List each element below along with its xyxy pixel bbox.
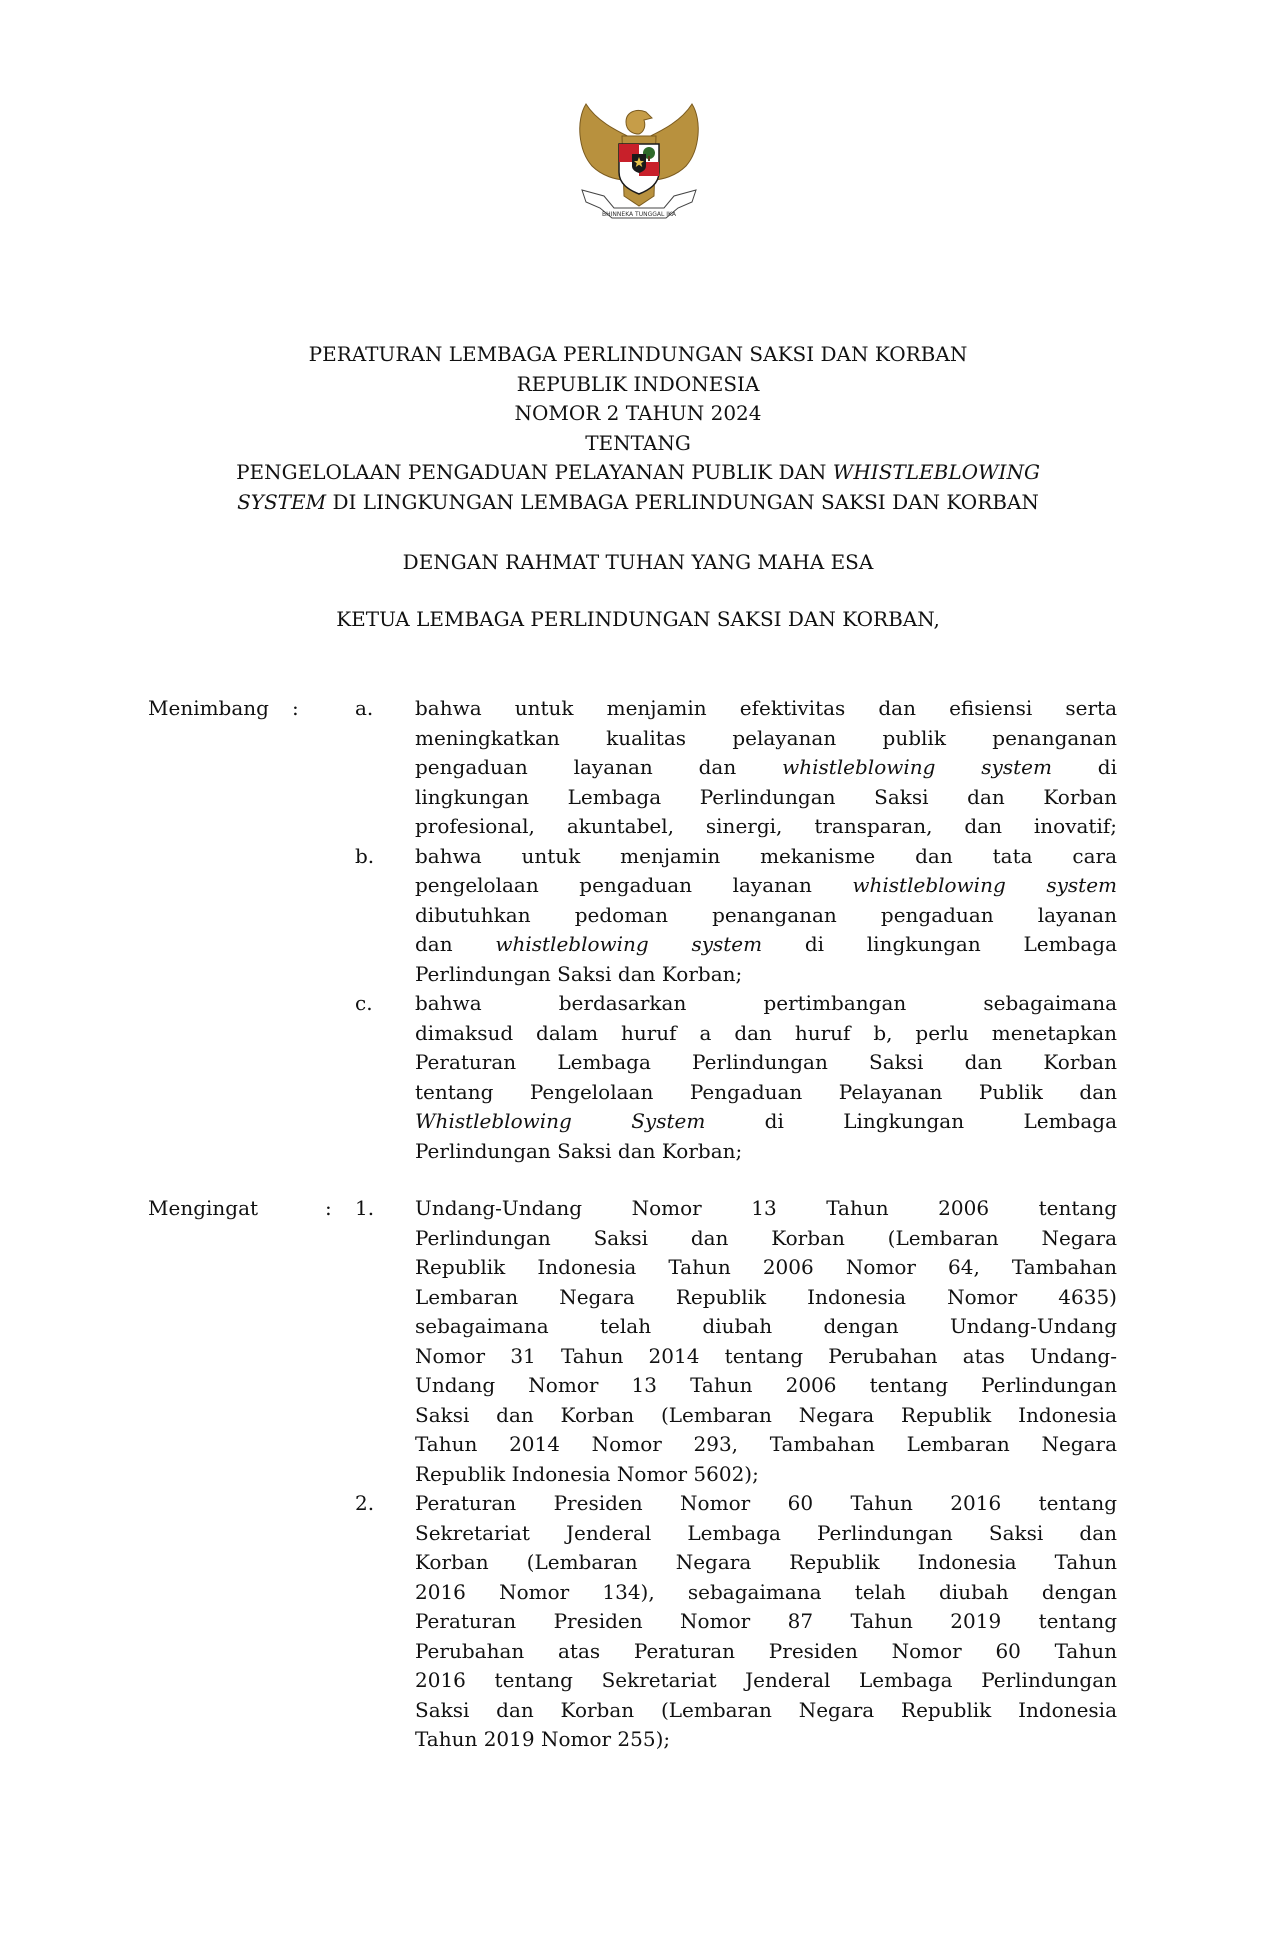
title-line-3: NOMOR 2 TAHUN 2024 <box>514 401 762 426</box>
regulation-title <box>0 340 1276 518</box>
italic-term: whistleblowing system <box>782 755 1052 779</box>
svg-text:BHINNEKA TUNGGAL IKA: BHINNEKA TUNGGAL IKA <box>602 211 676 218</box>
text-line <box>415 1489 1117 1519</box>
garuda-pancasila-emblem <box>574 100 704 224</box>
menimbang-item-text <box>415 842 1117 990</box>
menimbang-item-text <box>415 694 1117 842</box>
mengingat-item-marker: 1. <box>355 1196 375 1220</box>
text-line <box>415 1371 1117 1401</box>
text-segment: Peraturan Presiden Nomor 87 Tahun 2019 tentang <box>415 1609 1117 1633</box>
menimbang-item-marker: c. <box>355 991 373 1015</box>
mengingat-item-marker: 2. <box>355 1491 375 1515</box>
text-line <box>415 1224 1117 1254</box>
text-segment: bahwa untuk menjamin mekanisme dan tata cara <box>415 843 1117 868</box>
title-line-4: TENTANG <box>585 430 691 455</box>
text-line <box>415 1401 1117 1431</box>
text-segment: bahwa untuk menjamin efektivitas dan efisiensi serta <box>415 696 1117 720</box>
menimbang-item-marker: a. <box>355 696 374 720</box>
italic-term: whistleblowing system <box>495 932 763 956</box>
subject-italic: SYSTEM <box>237 489 327 514</box>
text-line <box>415 901 1117 931</box>
text-segment: di lingkungan Lembaga <box>762 932 1117 956</box>
menimbang-item-marker: b. <box>355 843 375 868</box>
text-line <box>415 1725 1117 1755</box>
text-segment: Perlindungan Saksi dan Korban; <box>415 1138 743 1163</box>
text-segment: Undang-Undang Nomor 13 Tahun 2006 tentang <box>415 1196 1117 1220</box>
title-line-2: REPUBLIK INDONESIA <box>516 371 760 396</box>
text-line <box>415 1048 1117 1078</box>
text-segment: Republik Indonesia Nomor 5602); <box>415 1461 759 1486</box>
text-segment: sebagaimana telah diubah dengan Undang-Undang <box>415 1314 1117 1338</box>
text-segment: di Lingkungan Lembaga <box>705 1109 1117 1133</box>
italic-term: whistleblowing system <box>852 873 1117 897</box>
text-segment: Saksi dan Korban (Lembaran Negara Republik Indonesia <box>415 1697 1117 1722</box>
text-line <box>415 1194 1117 1224</box>
text-line <box>415 1637 1117 1667</box>
text-segment: Republik Indonesia Tahun 2006 Nomor 64, Tambahan <box>415 1255 1117 1279</box>
text-segment: Perubahan atas Peraturan Presiden Nomor 60 Tahun <box>415 1638 1117 1663</box>
text-segment: Sekretariat Jenderal Lembaga Perlindungan Saksi dan <box>415 1520 1117 1545</box>
italic-term: System <box>631 1109 706 1133</box>
text-line <box>415 1019 1117 1049</box>
text-line <box>415 1607 1117 1637</box>
invocation: DENGAN RAHMAT TUHAN YANG MAHA ESA <box>402 550 874 574</box>
text-line <box>415 1253 1117 1283</box>
text-line <box>415 812 1117 842</box>
subject-text: DI LINGKUNGAN LEMBAGA PERLINDUNGAN SAKSI DAN KORBAN <box>326 489 1039 514</box>
text-segment: 2016 Nomor 134), sebagaimana telah diubah dengan <box>415 1579 1117 1604</box>
text-segment: bahwa berdasarkan pertimbangan sebagaimana <box>415 991 1117 1015</box>
italic-term: Whistleblowing <box>415 1109 572 1133</box>
text-segment: di <box>1051 755 1117 779</box>
text-segment <box>572 1109 631 1133</box>
text-line <box>415 930 1117 960</box>
text-line <box>415 1548 1117 1578</box>
text-segment: meningkatkan kualitas pelayanan publik penanganan <box>415 725 1117 750</box>
text-line <box>415 783 1117 813</box>
mengingat-item-text <box>415 1194 1117 1489</box>
text-segment: Tahun 2019 Nomor 255); <box>415 1727 671 1751</box>
text-line <box>415 1578 1117 1608</box>
menimbang-colon: : <box>292 696 299 720</box>
text-segment: tentang Pengelolaan Pengaduan Pelayanan Publik dan <box>415 1079 1117 1104</box>
mengingat-item-text <box>415 1489 1117 1755</box>
text-line <box>415 1430 1117 1460</box>
subject-line-2 <box>0 488 1276 518</box>
title-line-1: PERATURAN LEMBAGA PERLINDUNGAN SAKSI DAN KORBAN <box>308 342 968 366</box>
text-line <box>415 1460 1117 1490</box>
text-line <box>415 871 1117 901</box>
menimbang-label: Menimbang <box>148 696 269 720</box>
text-segment: dibutuhkan pedoman penanganan pengaduan layanan <box>415 902 1117 927</box>
text-segment: Nomor 31 Tahun 2014 tentang Perubahan atas Undang- <box>415 1343 1117 1368</box>
text-segment: pengelolaan pengaduan layanan <box>415 873 853 897</box>
text-segment: Undang Nomor 13 Tahun 2006 tentang Perlindungan <box>415 1373 1117 1397</box>
text-segment: pengaduan layanan dan <box>415 755 783 779</box>
text-segment: Peraturan Lembaga Perlindungan Saksi dan Korban <box>415 1050 1117 1074</box>
text-segment: Saksi dan Korban (Lembaran Negara Republik Indonesia <box>415 1402 1117 1427</box>
text-segment: profesional, akuntabel, sinergi, transparan, dan inovatif; <box>415 814 1117 838</box>
menimbang-item-text <box>415 989 1117 1166</box>
text-segment: Lembaran Negara Republik Indonesia Nomor 4635) <box>415 1284 1117 1309</box>
mengingat-colon: : <box>325 1196 332 1220</box>
text-line <box>415 1107 1117 1137</box>
text-line <box>415 989 1117 1019</box>
text-segment: Peraturan Presiden Nomor 60 Tahun 2016 tentang <box>415 1491 1117 1515</box>
text-segment: Korban (Lembaran Negara Republik Indonesia Tahun <box>415 1550 1117 1574</box>
text-line <box>415 1342 1117 1372</box>
text-line <box>415 960 1117 990</box>
subject-italic: WHISTLEBLOWING <box>832 460 1040 485</box>
subject-text: PENGELOLAAN PENGADUAN PELAYANAN PUBLIK DAN <box>236 460 833 485</box>
text-segment: Perlindungan Saksi dan Korban; <box>415 961 743 986</box>
text-segment: Tahun 2014 Nomor 293, Tambahan Lembaran Negara <box>415 1432 1117 1456</box>
text-line <box>415 1696 1117 1726</box>
text-line <box>415 1519 1117 1549</box>
text-segment: lingkungan Lembaga Perlindungan Saksi dan Korban <box>415 784 1117 809</box>
text-line <box>415 1283 1117 1313</box>
text-segment: Perlindungan Saksi dan Korban (Lembaran Negara <box>415 1225 1117 1250</box>
text-segment: 2016 tentang Sekretariat Jenderal Lembaga Perlindungan <box>415 1668 1117 1692</box>
text-line <box>415 694 1117 724</box>
mengingat-label: Mengingat <box>148 1196 259 1220</box>
text-segment: dan <box>415 932 496 956</box>
text-line <box>415 753 1117 783</box>
official-title: KETUA LEMBAGA PERLINDUNGAN SAKSI DAN KORBAN, <box>336 607 940 631</box>
subject-line-1 <box>0 458 1276 488</box>
text-line <box>415 724 1117 754</box>
text-line <box>415 842 1117 872</box>
text-line <box>415 1666 1117 1696</box>
text-segment: dimaksud dalam huruf a dan huruf b, perlu menetapkan <box>415 1020 1117 1045</box>
text-line <box>415 1312 1117 1342</box>
text-line <box>415 1137 1117 1167</box>
text-line <box>415 1078 1117 1108</box>
